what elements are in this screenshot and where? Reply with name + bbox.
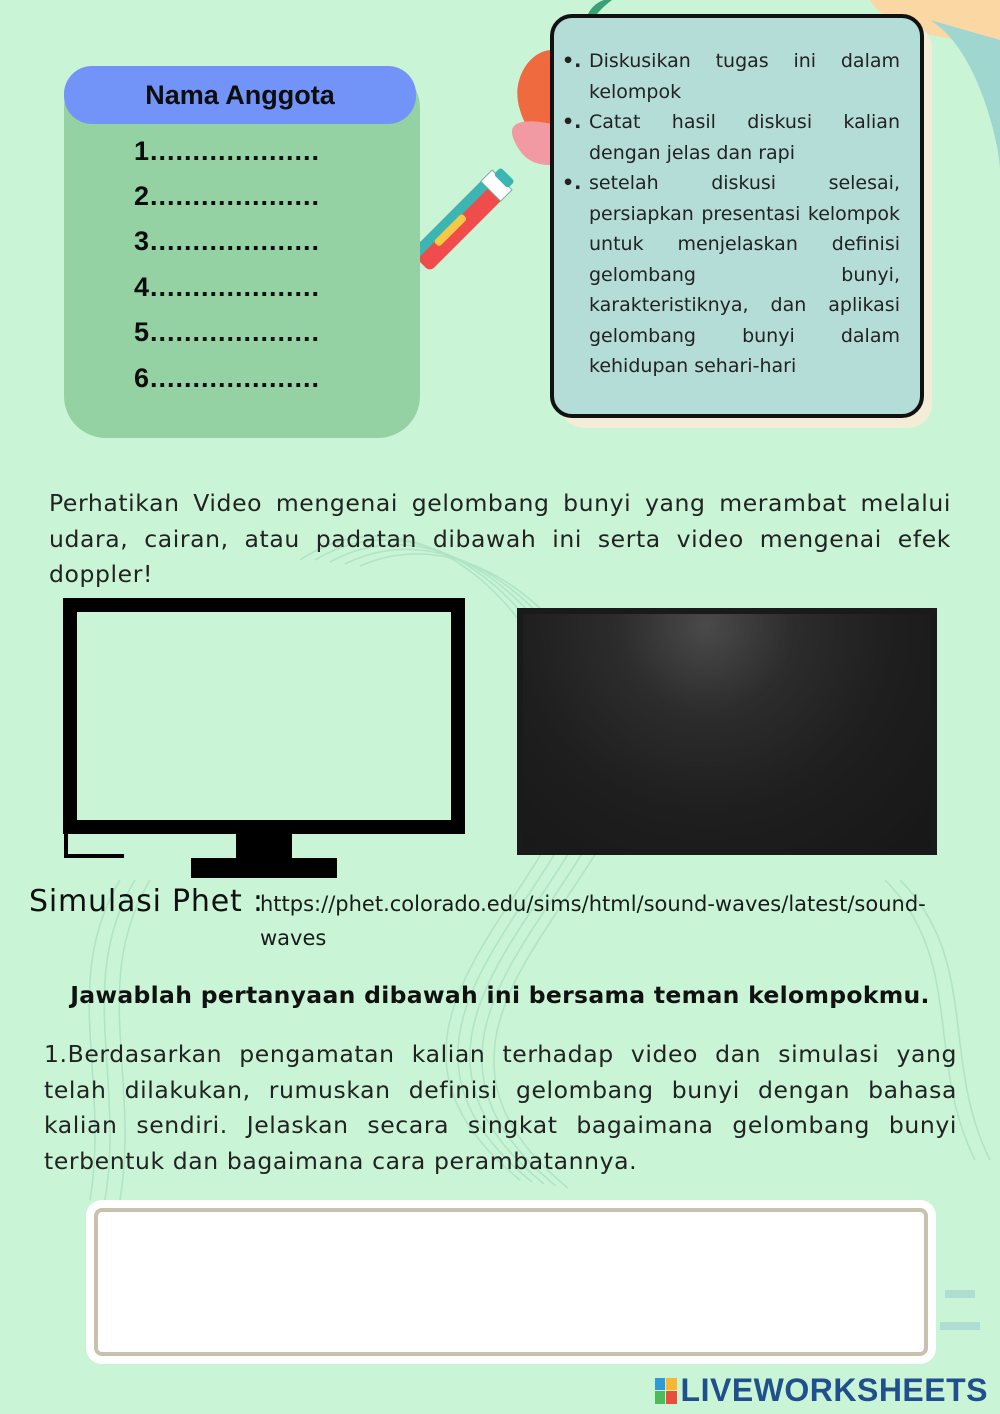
pen-icon (410, 164, 517, 271)
bullet-icon: •. (562, 111, 582, 133)
answer-input-1[interactable] (94, 1208, 928, 1356)
brand-text: LIVEWORKSHEETS (680, 1372, 988, 1408)
member-line-6[interactable]: 6.................... (134, 363, 321, 393)
right-teal-shape-decoration (930, 20, 1000, 170)
instruction-list (562, 46, 900, 382)
member-line-4[interactable]: 4.................... (134, 272, 321, 302)
member-line-5[interactable]: 5.................... (134, 317, 321, 347)
members-card-title: Nama Anggota (64, 66, 416, 124)
video-intro-text: Perhatikan Video mengenai gelombang bunyi yang merambat melalui udara, cairan, atau padatan dibawah ini serta video mengenai efek doppler! (49, 489, 951, 588)
bullet-icon: •. (562, 50, 582, 72)
stripe-decoration (940, 1290, 980, 1330)
instruction-item: •. Catat hasil diskusi kalian dengan jelas dan rapi (562, 107, 900, 168)
simulation-link[interactable]: https://phet.colorado.edu/sims/html/sound-waves/latest/sound-waves (260, 892, 926, 950)
answer-heading: Jawablah pertanyaan dibawah ini bersama teman kelompokmu. (70, 981, 930, 1009)
instruction-item: •. Diskusikan tugas ini dalam kelompok (562, 46, 900, 107)
bullet-icon: •. (562, 172, 582, 194)
member-line-1[interactable]: 1.................... (134, 136, 321, 166)
question-1-text: 1.Berdasarkan pengamatan kalian terhadap video dan simulasi yang telah dilakukan, rumuskan definisi gelombang bunyi dengan bahasa kalian sendiri. Jelaskan secara singkat bagaimana gelombang bunyi terbentuk dan bagaimana cara perambatannya. (44, 1040, 957, 1175)
hand-pink-decoration (512, 121, 552, 165)
tv-screen (523, 614, 931, 849)
simulation-label: Simulasi Phet : (29, 884, 264, 919)
monitor-stand-decoration (64, 834, 124, 858)
instruction-item: •. setelah diskusi selesai, persiapkan presentasi kelompok untuk menjelaskan definisi gelombang bunyi, karakteristiknya, dan aplikasi gelombang bunyi dalam kehidupan sehari-hari (562, 168, 900, 382)
monitor-base-decoration (191, 858, 337, 878)
member-line-3[interactable]: 3.................... (134, 226, 321, 256)
member-line-2[interactable]: 2.................... (134, 181, 321, 211)
video-player-1[interactable] (63, 598, 465, 834)
liveworksheets-logo-icon (655, 1378, 677, 1404)
brand-logo (655, 1372, 988, 1409)
video-player-2[interactable] (517, 608, 937, 855)
monitor-neck-decoration (236, 834, 292, 860)
